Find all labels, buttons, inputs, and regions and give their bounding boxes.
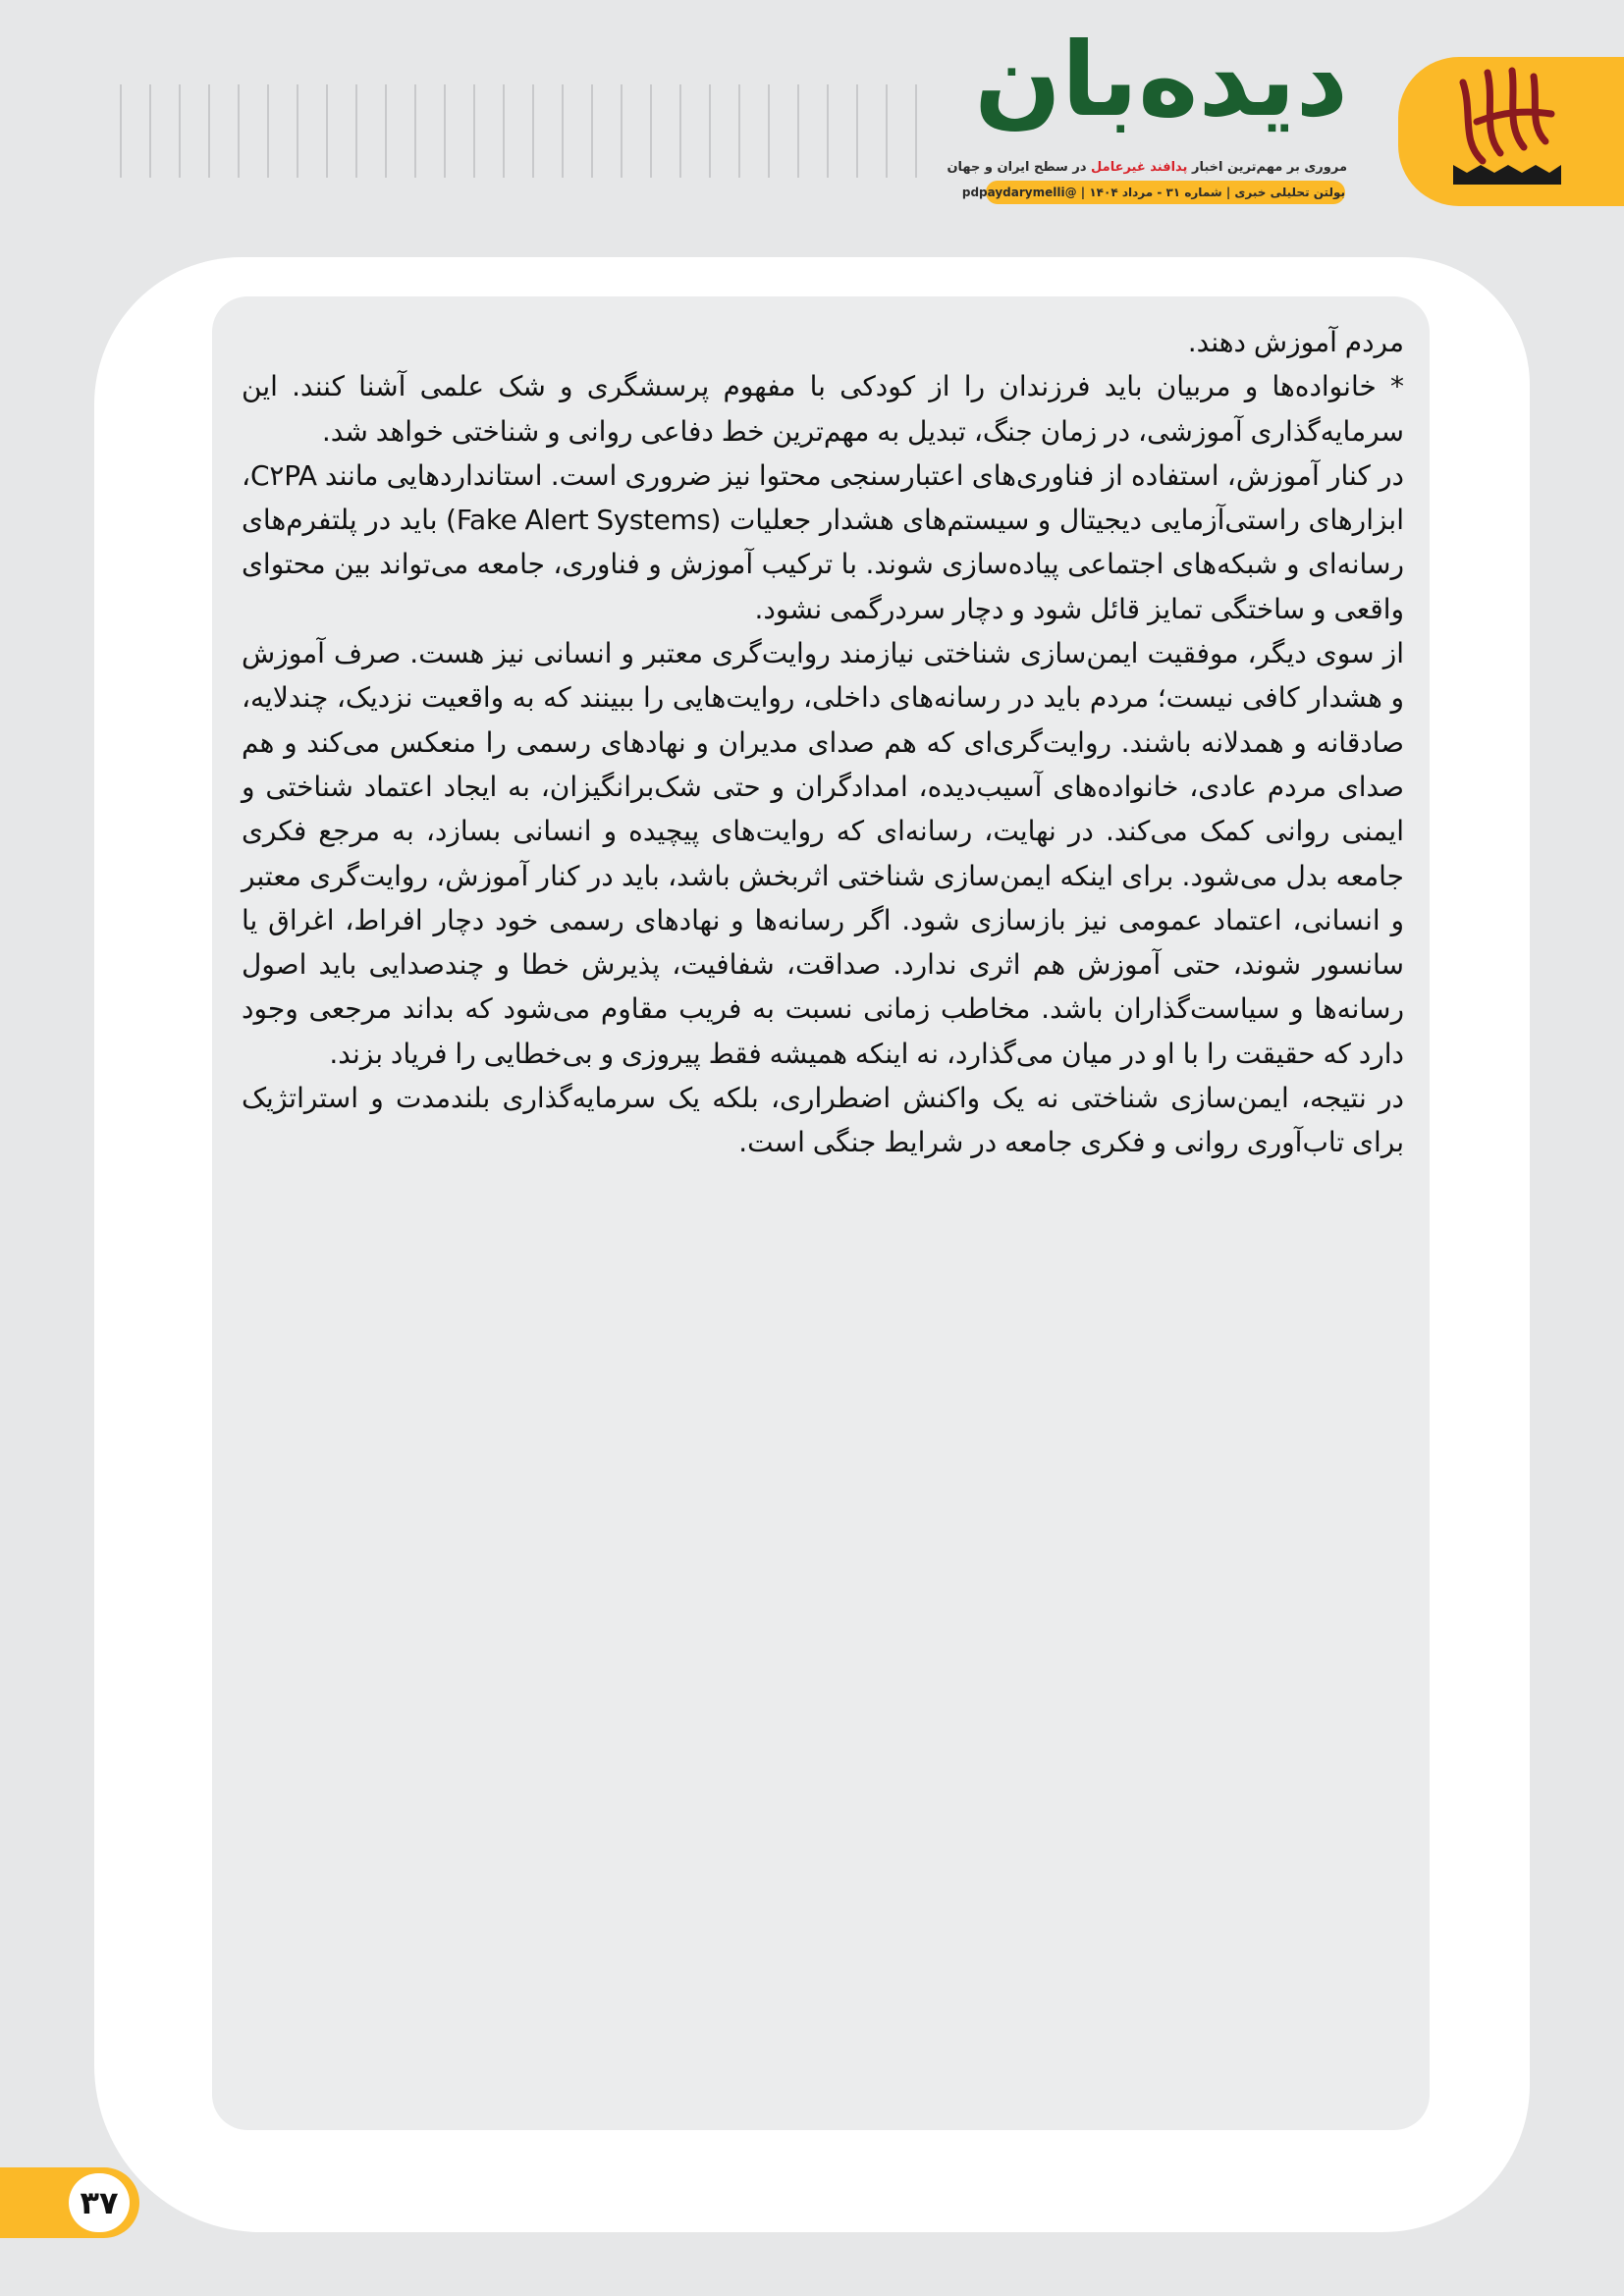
publisher-logo-badge — [1398, 57, 1624, 206]
bulletin-wordmark: دیده‌بان — [974, 20, 1348, 139]
article-paragraph: از سوی دیگر، موفقیت ایمن‌سازی شناختی نیازمند روایت‌گری معتبر و انسانی نیز هست. صرف آموزش و هشدار کافی نیست؛ مردم باید در رسانه‌های داخلی، روایت‌هایی را ببینند که به واقعیت نزدیک، چندلایه، صادقانه و همدلانه باشند. روایت‌گری‌ای که هم صدای مدیران و نهادهای رسمی را منعکس می‌کند و هم صدای مردم عادی، خانواده‌های آسیب‌دیده، امدادگران و حتی شک‌برانگیزان، به ایجاد اعتماد شناختی و ایمنی روانی کمک می‌کند. در نهایت، رسانه‌ای که روایت‌های پیچیده و انسانی بسازد، به مرجع فکری جامعه بدل می‌شود. برای اینکه ایمن‌سازی شناختی اثربخش باشد، باید در کنار آموزش، روایت‌گری معتبر و انسانی، اعتماد عمومی نیز بازسازی شود. اگر رسانه‌ها و نهادهای رسمی خود دچار افراط، اغراق یا سانسور شوند، حتی آموزش هم اثری ندارد. صداقت، شفافیت، پذیرش خطا و چندصدایی باید اصول رسانه‌ها و سیاست‌گذاران باشد. مخاطب زمانی نسبت به فریب مقاوم می‌شود که بداند مرجعی وجود دارد که حقیقت را با او در میان می‌گذارد، نه اینکه همیشه فقط پیروزی و بی‌خطایی را فریاد بزند. — [242, 637, 1404, 1070]
article-paragraph: * خانواده‌ها و مربیان باید فرزندان را از کودکی با مفهوم پرسشگری و شک علمی آشنا کنند. این سرمایه‌گذاری آموزشی، در زمان جنگ، تبدیل به مهم‌ترین خط دفاعی روانی و شناختی خواهد شد. — [242, 370, 1404, 448]
bulletin-tagline: مروری بر مهم‌ترین اخبار پدافند غیرعامل در سطح ایران و جهان — [947, 160, 1347, 175]
article-paragraph: در نتیجه، ایمن‌سازی شناختی نه یک واکنش اضطراری، بلکه یک سرمایه‌گذاری بلندمدت و استراتژیک برای تاب‌آوری روانی و فکری جامعه در شرایط جنگی است. — [242, 1082, 1404, 1159]
decorative-stripes — [120, 84, 935, 178]
issue-info-pill: بولتن تحلیلی خبری | شماره ۳۱ - مرداد ۱۴۰۴ | @pdpaydarymelli — [986, 181, 1345, 204]
bulletin-header — [0, 0, 1624, 236]
calligraphy-logo-icon — [1443, 63, 1571, 200]
article-paragraph: مردم آموزش دهند. — [1187, 326, 1404, 358]
article-paragraph: در کنار آموزش، استفاده از فناوری‌های اعتبارسنجی محتوا نیز ضروری است. استانداردهایی مانند C۲PA، ابزارهای راستی‌آزمایی دیجیتال و سیستم‌های هشدار جعلیات (Fake Alert Systems) باید در پلتفرم‌های رسانه‌ای و شبکه‌های اجتماعی پیاده‌سازی شوند. با ترکیب آموزش و فناوری، جامعه می‌تواند بین محتوای واقعی و ساختگی تمایز قائل شود و دچار سردرگمی نشود. — [242, 458, 1404, 625]
page-number: ۳۷ — [69, 2173, 130, 2232]
article-body — [242, 320, 1404, 1165]
